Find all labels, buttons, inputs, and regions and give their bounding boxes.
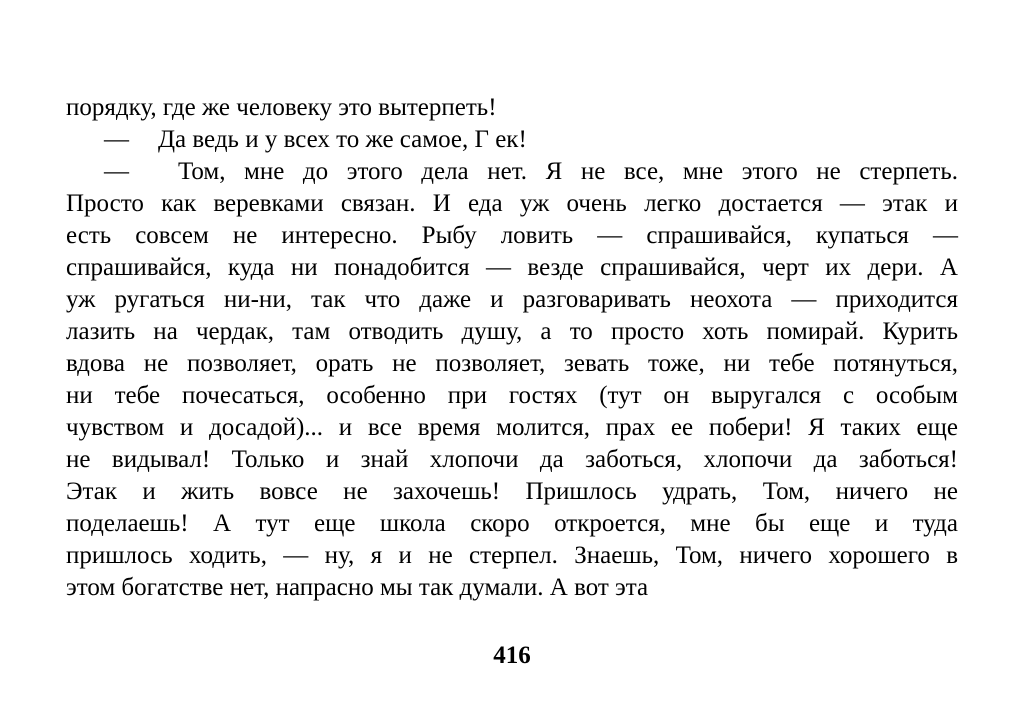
text-line-16: этом богатстве нет, напрасно мы так думали. А вот эта: [66, 574, 649, 601]
text-line-14: поделаешь! А тут еще школа скоро откроется, мне бы еще и туда: [66, 510, 958, 537]
text-line-1: порядку, где же человеку это вытерпеть!: [66, 94, 497, 121]
text-line-10: ни тебе почесаться, особенно при гостях (тут он выругался с особым: [66, 382, 958, 409]
text-line-6: спрашивайся, куда ни понадобится — везде спрашивайся, черт их дери. А: [66, 254, 958, 281]
text-line-4: Просто как веревками связан. И еда уж очень легко достается — этак и: [66, 190, 958, 217]
text-line-15: пришлось ходить, — ну, я и не стерпел. Знаешь, Том, ничего хорошего в: [66, 542, 958, 569]
page-number: 416: [493, 642, 531, 669]
dialogue-dash-1: —: [104, 126, 129, 153]
text-line-8: лазить на чердак, там отводить душу, а то просто хоть помирай. Курить: [66, 318, 958, 345]
text-line-12: не видывал! Только и знай хлопочи да заботься, хлопочи да заботься!: [66, 446, 958, 473]
text-line-13: Этак и жить вовсе не захочешь! Пришлось удрать, Том, ничего не: [66, 478, 958, 505]
text-line-2: Да ведь и у всех то же самое, Г ек!: [158, 126, 527, 153]
dialogue-dash-2: —: [104, 158, 129, 185]
text-line-3: Том, мне до этого дела нет. Я не все, мне этого не стерпеть.: [178, 158, 958, 185]
text-line-7: уж ругаться ни-ни, так что даже и разговаривать неохота — приходится: [66, 286, 958, 313]
text-line-5: есть совсем не интересно. Рыбу ловить — спрашивайся, купаться —: [66, 222, 958, 249]
text-line-9: вдова не позволяет, орать не позволяет, зевать тоже, ни тебе потянуться,: [66, 350, 958, 377]
text-line-11: чувством и досадой)... и все время молится, прах ее побери! Я таких еще: [66, 414, 958, 441]
